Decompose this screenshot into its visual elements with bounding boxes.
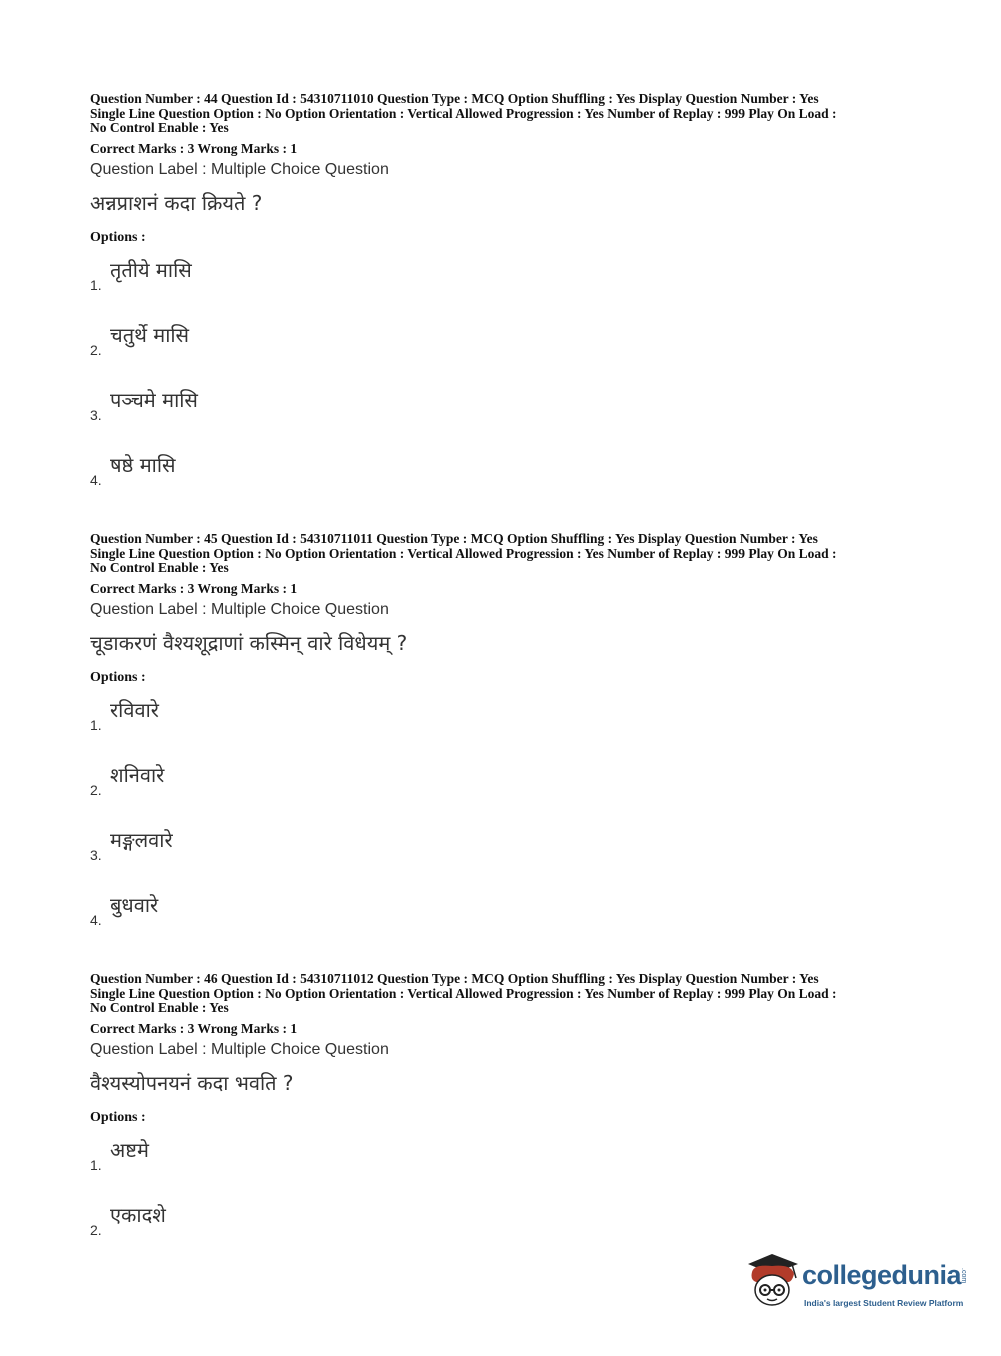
question-meta-line1: Question Number : 45 Question Id : 54310711011 Question Type : MCQ Option Shuffling : Yes Display Question Number : Yes — [90, 531, 818, 546]
option-number: 3. — [90, 406, 102, 423]
options-heading: Options : — [90, 669, 146, 685]
question-label: Question Label : Multiple Choice Question — [90, 600, 389, 618]
collegedunia-logo[interactable] — [742, 1250, 972, 1320]
option-number: 1. — [90, 1156, 102, 1173]
option-text: मङ्गलवारे — [110, 827, 173, 852]
option-text: षष्ठे मासि — [110, 452, 176, 477]
question-block-44 — [90, 92, 920, 516]
option-text: अष्टमे — [110, 1137, 149, 1162]
mascot-icon — [742, 1252, 804, 1314]
question-meta-line1: Question Number : 44 Question Id : 54310711010 Question Type : MCQ Option Shuffling : Yes Display Question Number : Yes — [90, 91, 819, 106]
question-text: वैश्यस्योपनयनं कदा भवति ? — [90, 1070, 294, 1095]
marks-line: Correct Marks : 3 Wrong Marks : 1 — [90, 1020, 298, 1036]
option-item[interactable] — [90, 696, 920, 761]
question-meta-line1: Question Number : 46 Question Id : 54310711012 Question Type : MCQ Option Shuffling : Yes Display Question Number : Yes — [90, 971, 819, 986]
options-heading: Options : — [90, 1109, 146, 1125]
option-number: 2. — [90, 341, 102, 358]
question-label: Question Label : Multiple Choice Question — [90, 1040, 389, 1058]
option-number: 2. — [90, 781, 102, 798]
option-item[interactable] — [90, 321, 920, 386]
option-item[interactable] — [90, 826, 920, 891]
logo-brand: collegedunia — [802, 1260, 962, 1290]
question-text: चूडाकरणं वैश्यशूद्राणां कस्मिन् वारे विधेयम् ? — [90, 630, 408, 655]
question-block-45 — [90, 532, 920, 956]
option-item[interactable] — [90, 386, 920, 451]
option-text: पञ्चमे मासि — [110, 387, 198, 412]
question-meta-line2: Single Line Question Option : No Option Orientation : Vertical Allowed Progression : Yes Number of Replay : 999 Play On Load : — [90, 105, 837, 121]
option-number: 4. — [90, 471, 102, 488]
question-text: अन्नप्राशनं कदा क्रियते ? — [90, 190, 263, 215]
option-item[interactable] — [90, 1136, 920, 1201]
marks-line: Correct Marks : 3 Wrong Marks : 1 — [90, 580, 298, 596]
option-item[interactable] — [90, 256, 920, 321]
option-text: शनिवारे — [110, 762, 165, 787]
option-text: रविवारे — [110, 697, 159, 722]
option-item[interactable] — [90, 891, 920, 956]
options-list — [90, 696, 920, 956]
options-list — [90, 256, 920, 516]
question-block-46 — [90, 972, 920, 1266]
logo-dotcom: .com — [960, 1268, 967, 1284]
option-text: चतुर्थे मासि — [110, 322, 190, 347]
marks-line: Correct Marks : 3 Wrong Marks : 1 — [90, 140, 298, 156]
option-text: तृतीये मासि — [110, 257, 192, 282]
logo-tagline: India's largest Student Review Platform — [804, 1298, 964, 1308]
option-item[interactable] — [90, 761, 920, 826]
question-meta-line3: No Control Enable : Yes — [90, 560, 229, 575]
option-number: 2. — [90, 1221, 102, 1238]
option-number: 4. — [90, 911, 102, 928]
option-text: एकादशे — [110, 1202, 166, 1227]
option-item[interactable] — [90, 451, 920, 516]
question-meta-line2: Single Line Question Option : No Option Orientation : Vertical Allowed Progression : Yes Number of Replay : 999 Play On Load : — [90, 545, 837, 561]
question-meta-line3: No Control Enable : Yes — [90, 120, 229, 135]
question-meta-line3: No Control Enable : Yes — [90, 1000, 229, 1015]
question-label: Question Label : Multiple Choice Question — [90, 160, 389, 178]
option-number: 1. — [90, 276, 102, 293]
option-text: बुधवारे — [110, 892, 159, 917]
question-meta-line2: Single Line Question Option : No Option Orientation : Vertical Allowed Progression : Yes Number of Replay : 999 Play On Load : — [90, 985, 837, 1001]
option-number: 3. — [90, 846, 102, 863]
options-heading: Options : — [90, 229, 146, 245]
options-list — [90, 1136, 920, 1266]
option-number: 1. — [90, 716, 102, 733]
